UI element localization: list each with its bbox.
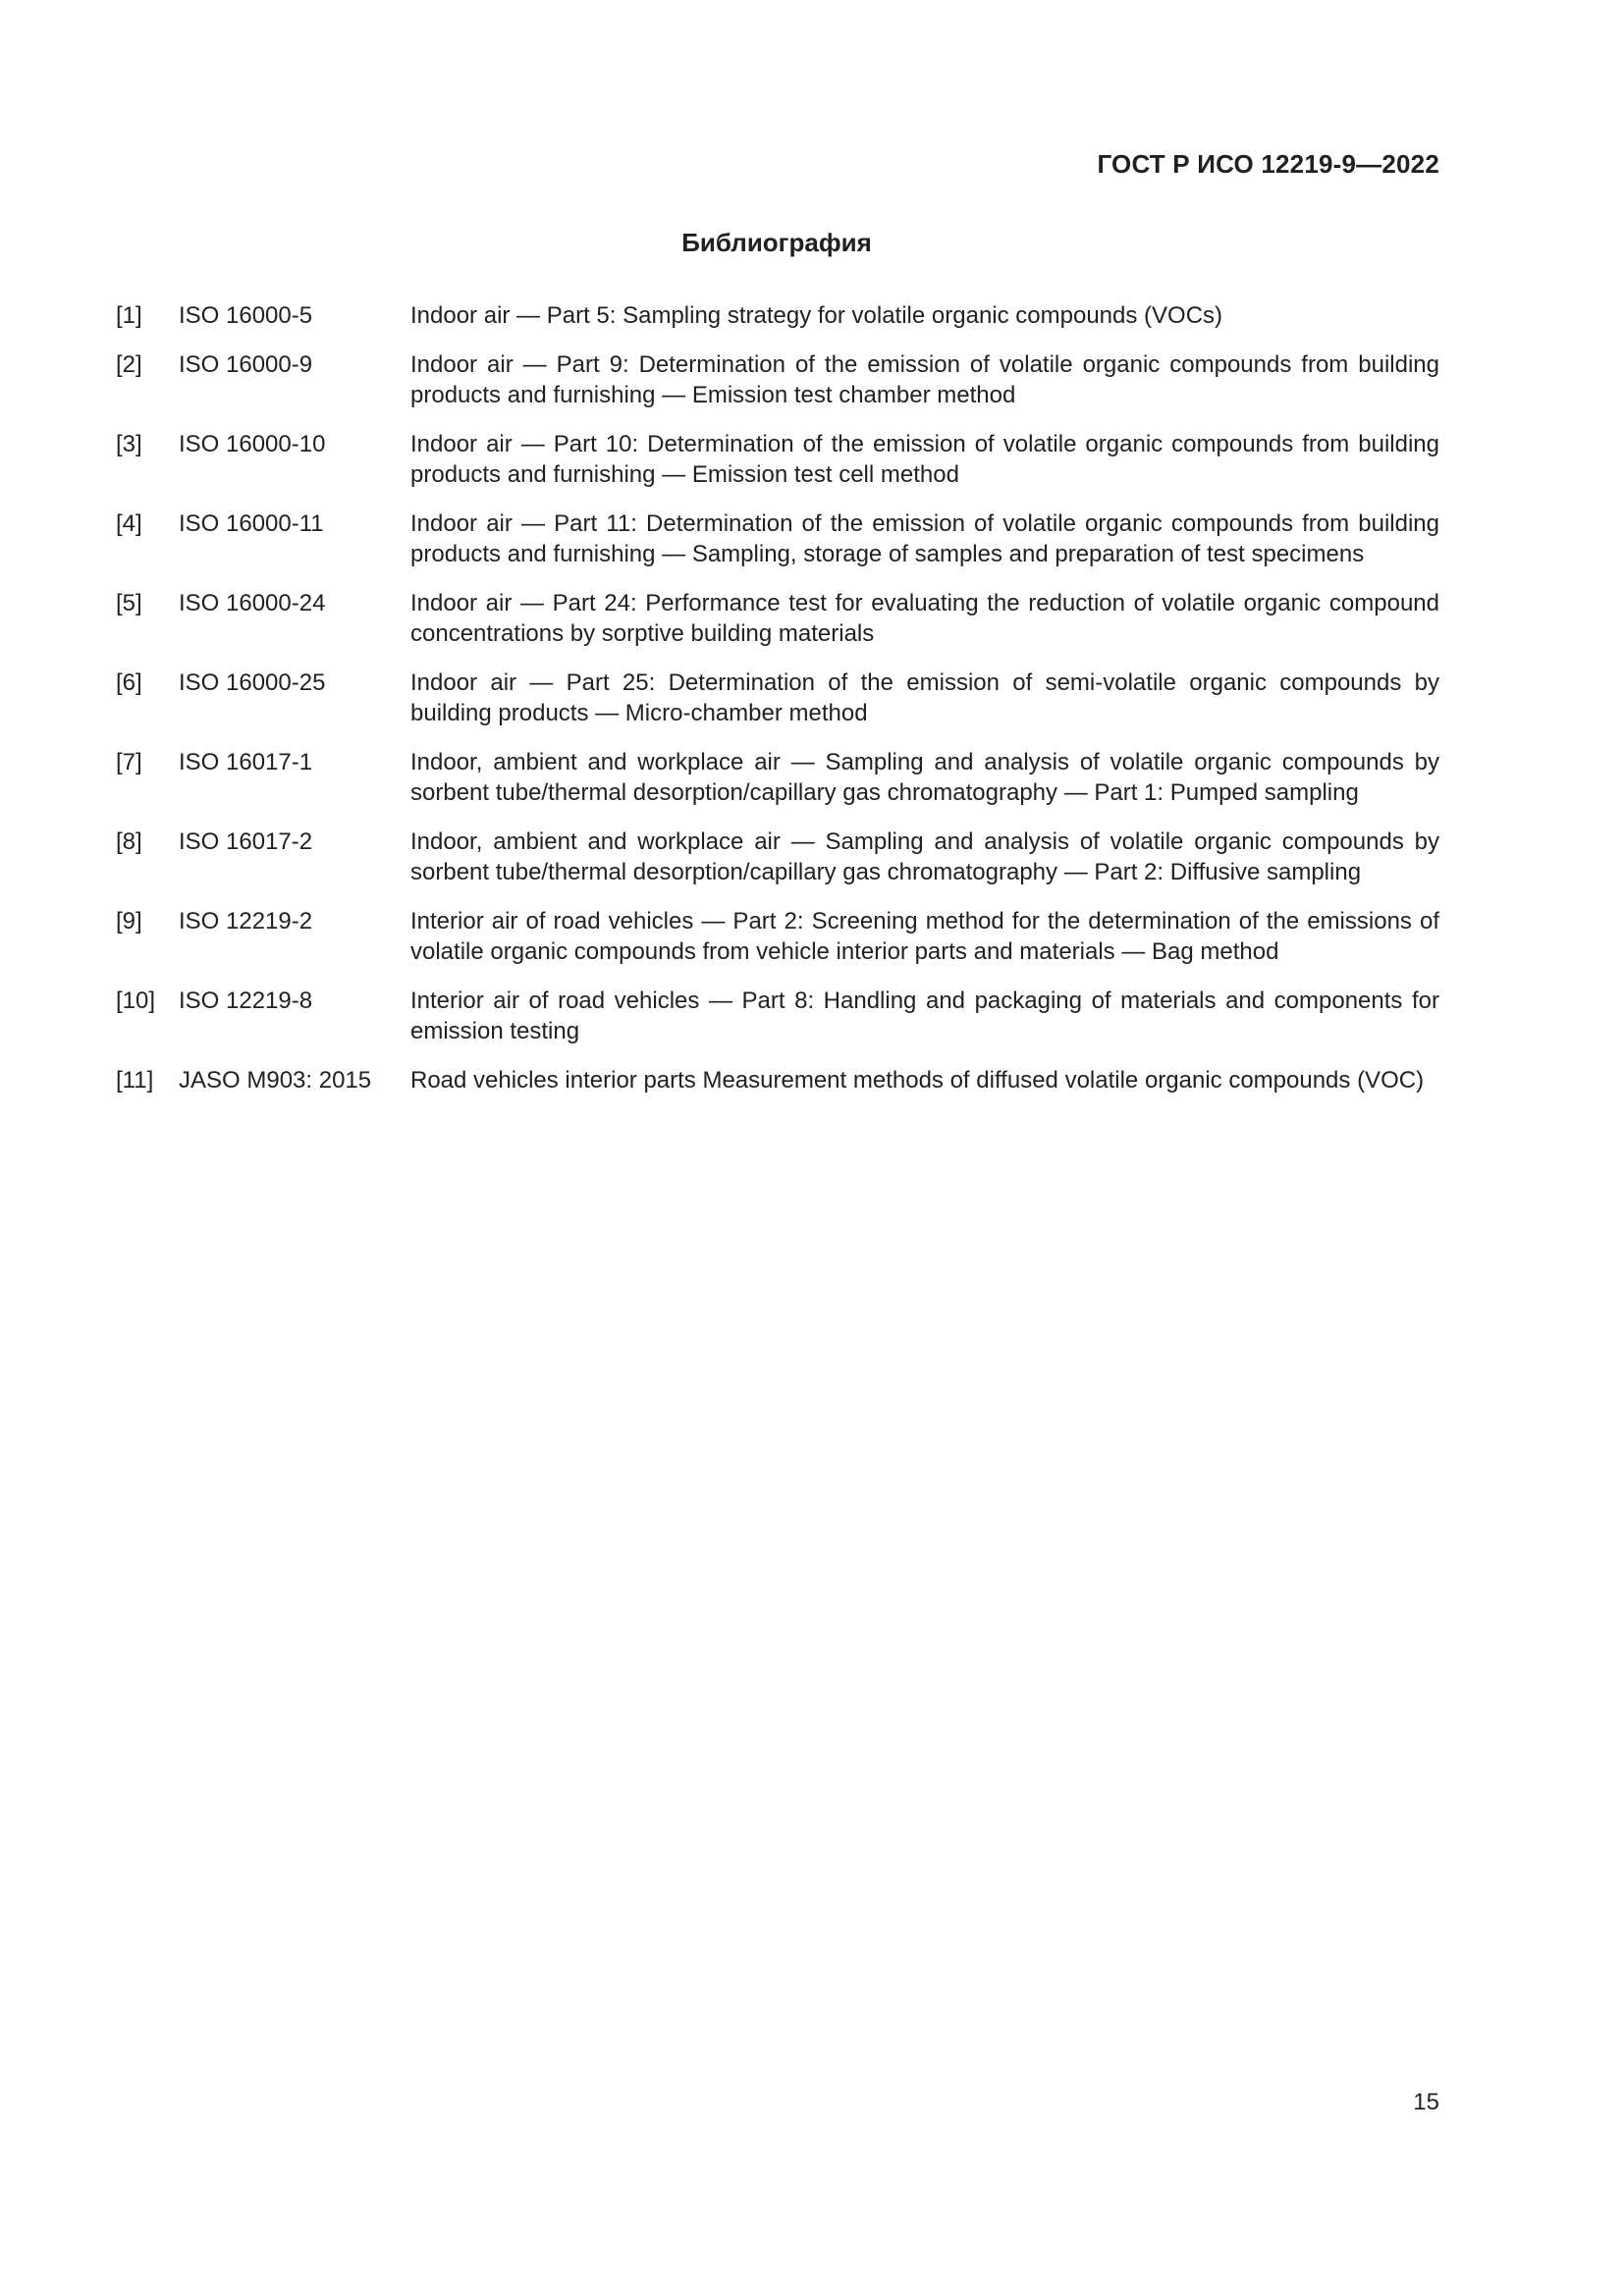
entry-number: [9] <box>116 908 142 934</box>
document-header-code: ГОСТ Р ИСО 12219-9—2022 <box>1097 149 1439 179</box>
entry-title: Indoor air — Part 11: Determination of the emission of volatile organic compounds from building products and furnishing — Sampling, storage of samples and preparation of test specimens <box>410 510 1439 567</box>
entry-number: [5] <box>116 590 142 616</box>
bibliography-entry <box>116 986 1439 1046</box>
entry-code: ISO 16017-2 <box>179 828 313 855</box>
entry-title: Interior air of road vehicles — Part 8: Handling and packaging of materials and components for emission testing <box>410 988 1439 1044</box>
entry-number: [6] <box>116 669 142 696</box>
entry-number: [3] <box>116 431 142 457</box>
section-title: Библиография <box>681 228 872 257</box>
bibliography-entry <box>116 747 1439 808</box>
entry-number: [2] <box>116 351 142 378</box>
entry-code: ISO 12219-2 <box>179 908 313 934</box>
bibliography-entry <box>116 349 1439 410</box>
entry-title: Indoor air — Part 25: Determination of the emission of semi-volatile organic compounds by building products — Micro-chamber method <box>410 669 1439 726</box>
entry-number: [10] <box>116 988 156 1014</box>
bibliography-entry <box>116 906 1439 967</box>
entry-code: ISO 16000-5 <box>179 302 313 329</box>
entry-number: [4] <box>116 510 142 537</box>
entry-code: ISO 16000-9 <box>179 351 313 378</box>
entry-title: Indoor air — Part 10: Determination of the emission of volatile organic compounds from building products and furnishing — Emission test cell method <box>410 431 1439 488</box>
entry-title: Indoor air — Part 5: Sampling strategy for volatile organic compounds (VOCs) <box>410 302 1223 329</box>
entry-number: [8] <box>116 828 142 855</box>
bibliography-entry <box>116 827 1439 887</box>
entry-title: Indoor air — Part 9: Determination of the emission of volatile organic compounds from building products and furnishing — Emission test chamber method <box>410 351 1439 408</box>
entry-code: ISO 16000-11 <box>179 510 324 537</box>
page-number: 15 <box>1413 2089 1439 2115</box>
entry-title: Road vehicles interior parts Measurement methods of diffused volatile organic compounds (VOC) <box>410 1067 1425 1094</box>
entry-number: [1] <box>116 302 142 329</box>
bibliography-entry <box>116 667 1439 728</box>
bibliography-entry <box>116 1065 1439 1095</box>
entry-number: [7] <box>116 749 142 775</box>
entry-code: ISO 16017-1 <box>179 749 313 775</box>
entry-title: Indoor, ambient and workplace air — Sampling and analysis of volatile organic compounds by sorbent tube/thermal desorption/capillary gas chromatography — Part 2: Diffusive sampling <box>410 828 1439 885</box>
entry-title: Interior air of road vehicles — Part 2: Screening method for the determination of the emissions of volatile organic compounds from vehicle interior parts and materials — Bag method <box>410 908 1439 965</box>
entry-code: ISO 16000-24 <box>179 590 326 616</box>
entry-code: JASO M903: 2015 <box>179 1067 372 1094</box>
entry-title: Indoor, ambient and workplace air — Sampling and analysis of volatile organic compounds by sorbent tube/thermal desorption/capillary gas chromatography — Part 1: Pumped sampling <box>410 749 1439 806</box>
bibliography-entry <box>116 588 1439 649</box>
bibliography-list <box>116 300 1439 1114</box>
entry-code: ISO 16000-25 <box>179 669 326 696</box>
entry-code: ISO 12219-8 <box>179 988 313 1014</box>
entry-title: Indoor air — Part 24: Performance test for evaluating the reduction of volatile organic compound concentrations by sorptive building materials <box>410 590 1439 647</box>
bibliography-entry <box>116 508 1439 569</box>
entry-number: [11] <box>116 1067 154 1094</box>
bibliography-entry <box>116 429 1439 490</box>
entry-code: ISO 16000-10 <box>179 431 326 457</box>
bibliography-entry <box>116 300 1439 331</box>
